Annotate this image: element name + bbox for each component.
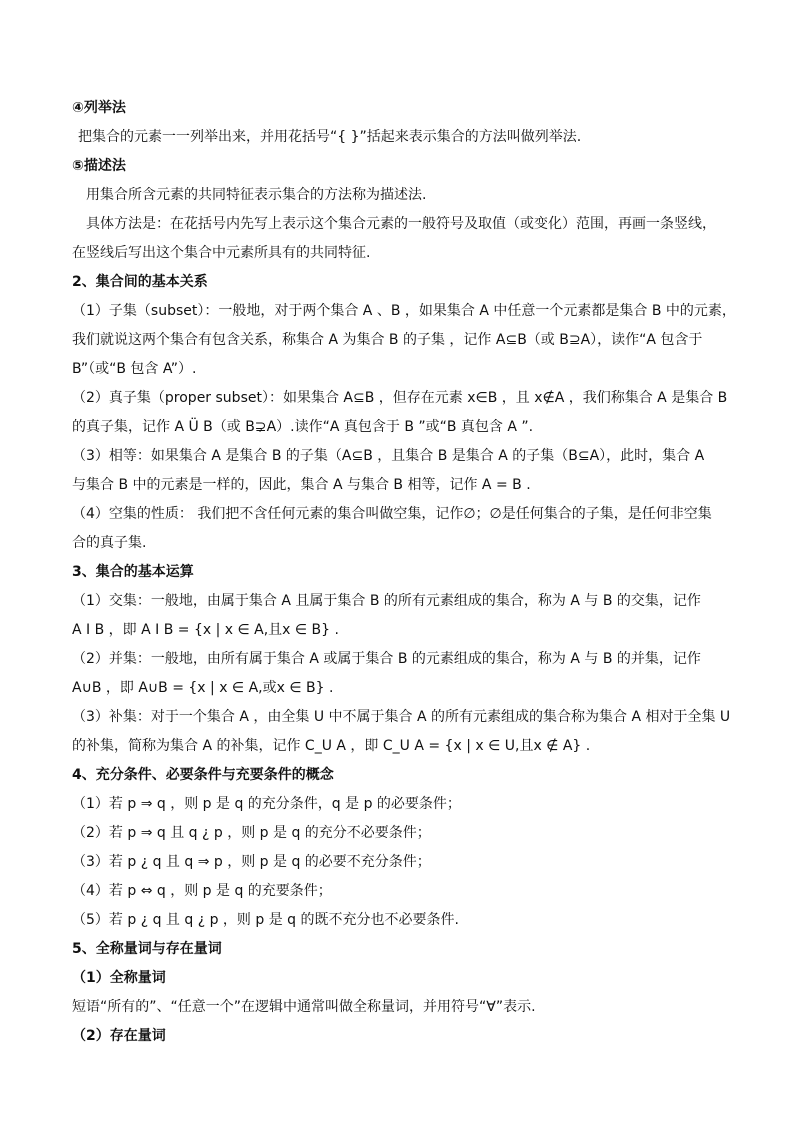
- paragraph-line: （4）空集的性质： 我们把不含任何元素的集合叫做空集，记作∅；∅是任何集合的子集，是任何非空集: [72, 506, 712, 522]
- paragraph-line: 的真子集，记作 A Ü B（或 B⊋A）.读作“A 真包含于 B ”或“B 真包含 A ”.: [72, 419, 534, 435]
- section-heading: ⑤描述法: [72, 158, 126, 174]
- paragraph-line: （2）并集：一般地，由所有属于集合 A 或属于集合 B 的元素组成的集合，称为 A 与 B 的并集，记作: [72, 651, 701, 667]
- paragraph-line: （1）若 p ⇒ q ，则 p 是 q 的充分条件，q 是 p 的必要条件；: [72, 796, 461, 812]
- paragraph-line: 我们就说这两个集合有包含关系，称集合 A 为集合 B 的子集 ，记作 A⊆B（或 B⊇A），读作“A 包含于: [72, 332, 703, 348]
- paragraph-line: （3）若 p ¿ q 且 q ⇒ p ，则 p 是 q 的必要不充分条件；: [72, 854, 431, 870]
- paragraph-line: （2）若 p ⇒ q 且 q ¿ p ，则 p 是 q 的充分不必要条件；: [72, 825, 431, 841]
- section-heading: 3、集合的基本运算: [72, 564, 194, 580]
- section-heading: 5、全称量词与存在量词: [72, 941, 222, 957]
- section-heading: ④列举法: [72, 100, 126, 116]
- paragraph-line: 与集合 B 中的元素是一样的，因此，集合 A 与集合 B 相等，记作 A = B .: [72, 477, 531, 493]
- paragraph-line: （1）子集（subset）：一般地，对于两个集合 A 、B ，如果集合 A 中任意一个元素都是集合 B 中的元素，: [72, 303, 736, 319]
- paragraph-line: A∪B ，即 A∪B = {x | x ∈ A,或x ∈ B} .: [72, 680, 334, 696]
- section-heading: 4、充分条件、必要条件与充要条件的概念: [72, 767, 334, 783]
- section-heading: （1）全称量词: [72, 970, 166, 986]
- paragraph-line: （1）交集：一般地，由属于集合 A 且属于集合 B 的所有元素组成的集合，称为 A 与 B 的交集，记作: [72, 593, 701, 609]
- paragraph-line: 短语“所有的”、“任意一个”在逻辑中通常叫做全称量词，并用符号“∀”表示.: [72, 999, 536, 1015]
- paragraph-line: 合的真子集.: [72, 535, 147, 551]
- paragraph-line: 用集合所含元素的共同特征表示集合的方法称为描述法.: [86, 187, 427, 203]
- paragraph-line: （2）真子集（proper subset）：如果集合 A⊆B ，但存在元素 x∈B ，且 x∉A ，我们称集合 A 是集合 B: [72, 390, 728, 406]
- paragraph-line: 具体方法是：在花括号内先写上表示这个集合元素的一般符号及取值（或变化）范围，再画一条竖线，: [86, 216, 716, 232]
- paragraph-line: （4）若 p ⇔ q ，则 p 是 q 的充要条件；: [72, 883, 332, 899]
- paragraph-line: 的补集，简称为集合 A 的补集，记作 C_U A ，即 C_U A = {x | x ∈ U,且x ∉ A} .: [72, 738, 591, 754]
- paragraph-line: （3）相等：如果集合 A 是集合 B 的子集（A⊆B ，且集合 B 是集合 A 的子集（B⊆A），此时，集合 A: [72, 448, 705, 464]
- paragraph-line: （5）若 p ¿ q 且 q ¿ p ，则 p 是 q 的既不充分也不必要条件.: [72, 912, 459, 928]
- paragraph-line: 在竖线后写出这个集合中元素所具有的共同特征.: [72, 245, 371, 261]
- paragraph-line: 把集合的元素一一列举出来，并用花括号“{ }”括起来表示集合的方法叫做列举法.: [78, 129, 582, 145]
- section-heading: 2、集合间的基本关系: [72, 274, 208, 290]
- section-heading: （2）存在量词: [72, 1028, 166, 1044]
- paragraph-line: A I B ，即 A I B = {x | x ∈ A,且x ∈ B} .: [72, 622, 339, 638]
- paragraph-line: （3）补集：对于一个集合 A ，由全集 U 中不属于集合 A 的所有元素组成的集合称为集合 A 相对于全集 U: [72, 709, 731, 725]
- document-content: [72, 94, 736, 1051]
- paragraph-line: B”（或“B 包含 A”）.: [72, 361, 197, 377]
